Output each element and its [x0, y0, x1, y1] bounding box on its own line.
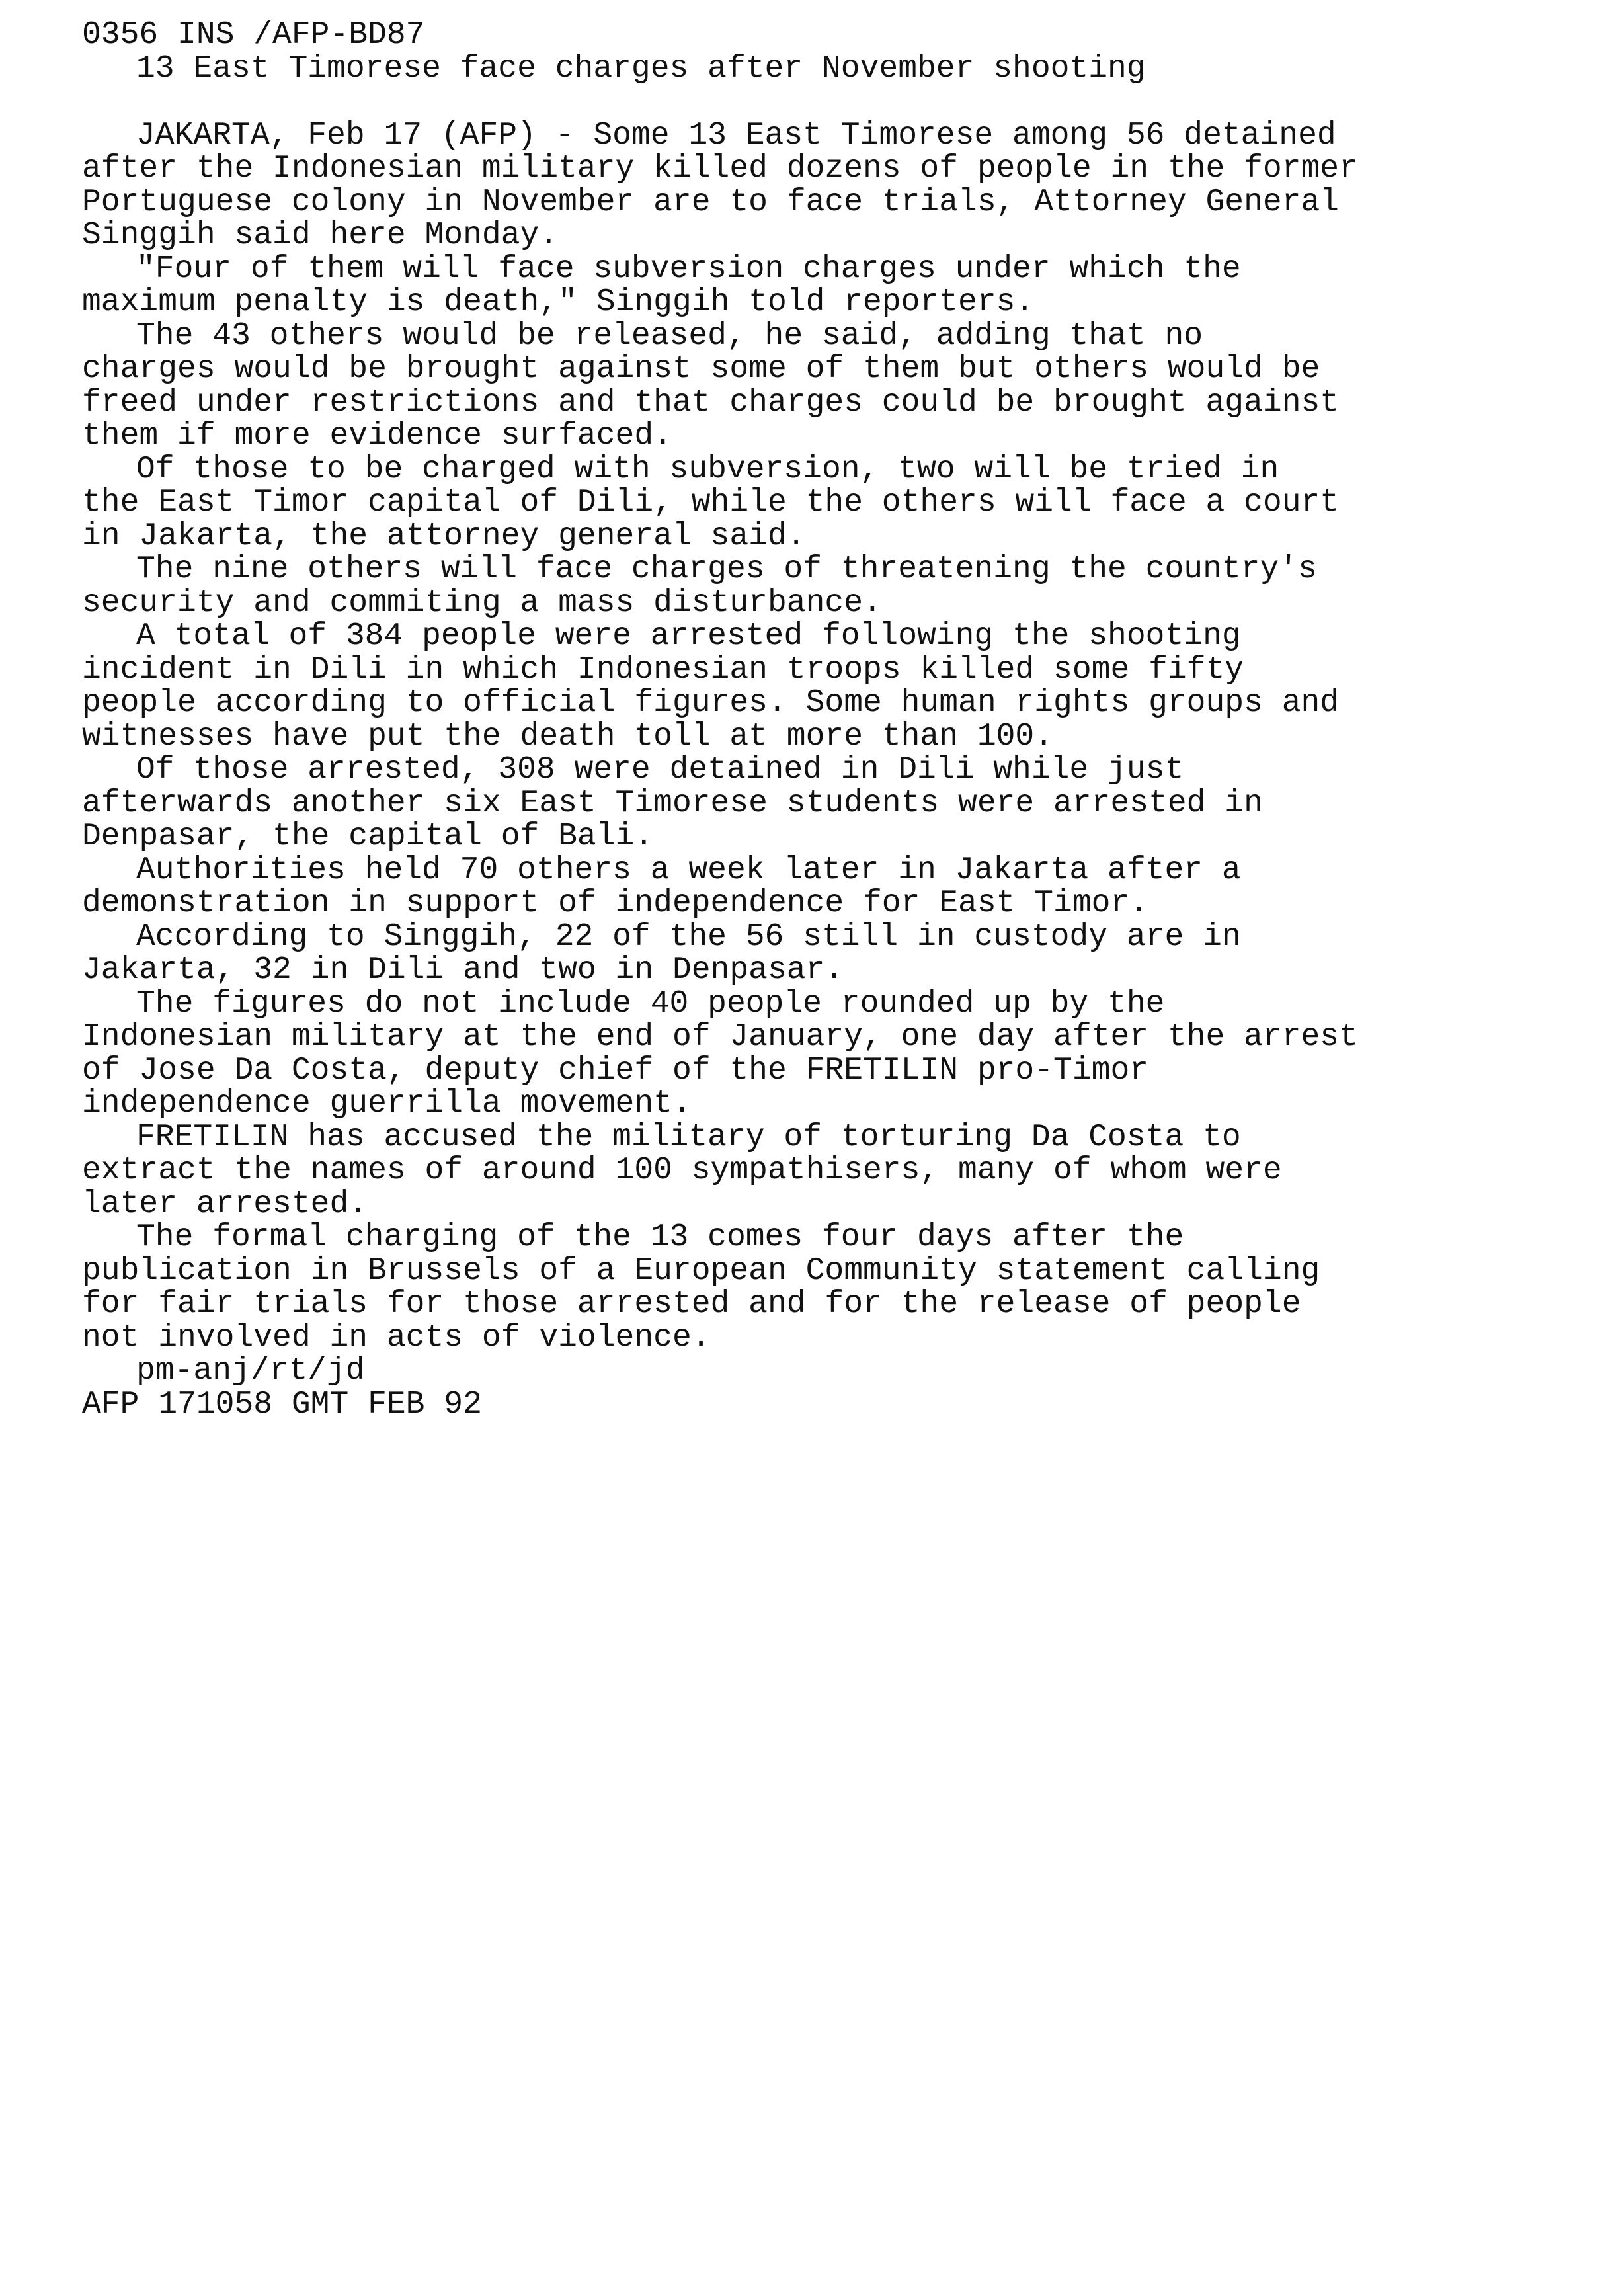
paragraph-line: witnesses have put the death toll at more than 100.: [82, 718, 1054, 755]
paragraph-line: Portuguese colony in November are to face trials, Attorney General: [82, 184, 1340, 220]
paragraph-line: security and commiting a mass disturbance.: [82, 585, 882, 621]
paragraph-line: demonstration in support of independence for East Timor.: [82, 885, 1149, 921]
wire-story-document: [82, 19, 1537, 1421]
paragraph-line: freed under restrictions and that charges could be brought against: [82, 384, 1340, 421]
paragraph-line: Of those arrested, 308 were detained in Dili while just: [136, 752, 1184, 788]
story-slug: 0356 INS /AFP-BD87: [82, 17, 425, 53]
paragraph-line: A total of 384 people were arrested following the shooting: [136, 618, 1241, 654]
paragraph-line: Authorities held 70 others a week later in Jakarta after a: [136, 852, 1241, 888]
story-paragraph: [82, 1121, 1537, 1221]
paragraph-line: publication in Brussels of a European Community statement calling: [82, 1252, 1320, 1289]
paragraph-line: According to Singgih, 22 of the 56 still in custody are in: [136, 919, 1241, 955]
story-dateline: AFP 171058 GMT FEB 92: [82, 1386, 482, 1422]
story-paragraph: [82, 854, 1537, 921]
paragraph-line: for fair trials for those arrested and for the release of people: [82, 1286, 1301, 1322]
paragraph-line: of Jose Da Costa, deputy chief of the FRETILIN pro-Timor: [82, 1052, 1149, 1088]
story-paragraph: [82, 753, 1537, 854]
story-paragraph: [82, 453, 1537, 554]
story-paragraph: [82, 553, 1537, 620]
paragraph-line: The formal charging of the 13 comes four days after the: [136, 1219, 1184, 1255]
spacer: [82, 85, 1537, 119]
story-paragraph: [82, 319, 1537, 453]
paragraph-line: Denpasar, the capital of Bali.: [82, 819, 654, 854]
paragraph-line: charges would be brought against some of them but others would be: [82, 351, 1320, 387]
paragraph-line: extract the names of around 100 sympathisers, many of whom were: [82, 1153, 1282, 1188]
paragraph-line: independence guerrilla movement.: [82, 1086, 692, 1122]
paragraph-line: Of those to be charged with subversion, two will be tried in: [136, 451, 1279, 487]
paragraph-line: in Jakarta, the attorney general said.: [82, 518, 806, 554]
paragraph-line: maximum penalty is death," Singgih told reporters.: [82, 284, 1035, 320]
story-paragraph: [82, 987, 1537, 1121]
paragraph-line: after the Indonesian military killed dozens of people in the former: [82, 151, 1358, 186]
paragraph-line: people according to official figures. Some human rights groups and: [82, 685, 1340, 721]
paragraph-line: later arrested.: [82, 1186, 368, 1222]
story-paragraph: [82, 620, 1537, 753]
story-paragraph: [82, 1221, 1537, 1354]
story-paragraph: [82, 921, 1537, 987]
paragraph-line: The nine others will face charges of threatening the country's: [136, 552, 1317, 587]
paragraph-line: FRETILIN has accused the military of torturing Da Costa to: [136, 1119, 1241, 1155]
paragraph-line: Jakarta, 32 in Dili and two in Denpasar.: [82, 952, 844, 988]
paragraph-line: JAKARTA, Feb 17 (AFP) - Some 13 East Timorese among 56 detained: [136, 117, 1336, 153]
paragraph-line: the East Timor capital of Dili, while the others will face a court: [82, 485, 1340, 520]
story-paragraph: [82, 119, 1537, 253]
paragraph-line: them if more evidence surfaced.: [82, 418, 672, 454]
story-body: [82, 119, 1537, 1355]
paragraph-line: The 43 others would be released, he said, adding that no: [136, 317, 1203, 354]
paragraph-line: The figures do not include 40 people rounded up by the: [136, 985, 1165, 1022]
paragraph-line: "Four of them will face subversion charges under which the: [136, 251, 1241, 287]
paragraph-line: Indonesian military at the end of January, one day after the arrest: [82, 1019, 1358, 1055]
story-credits: pm-anj/rt/jd: [136, 1353, 365, 1389]
paragraph-line: incident in Dili in which Indonesian troops killed some fifty: [82, 651, 1244, 688]
paragraph-line: Singgih said here Monday.: [82, 218, 559, 253]
paragraph-line: not involved in acts of violence.: [82, 1319, 711, 1356]
story-paragraph: [82, 253, 1537, 319]
paragraph-line: afterwards another six East Timorese students were arrested in: [82, 785, 1263, 821]
story-headline: 13 East Timorese face charges after November shooting: [136, 50, 1146, 87]
